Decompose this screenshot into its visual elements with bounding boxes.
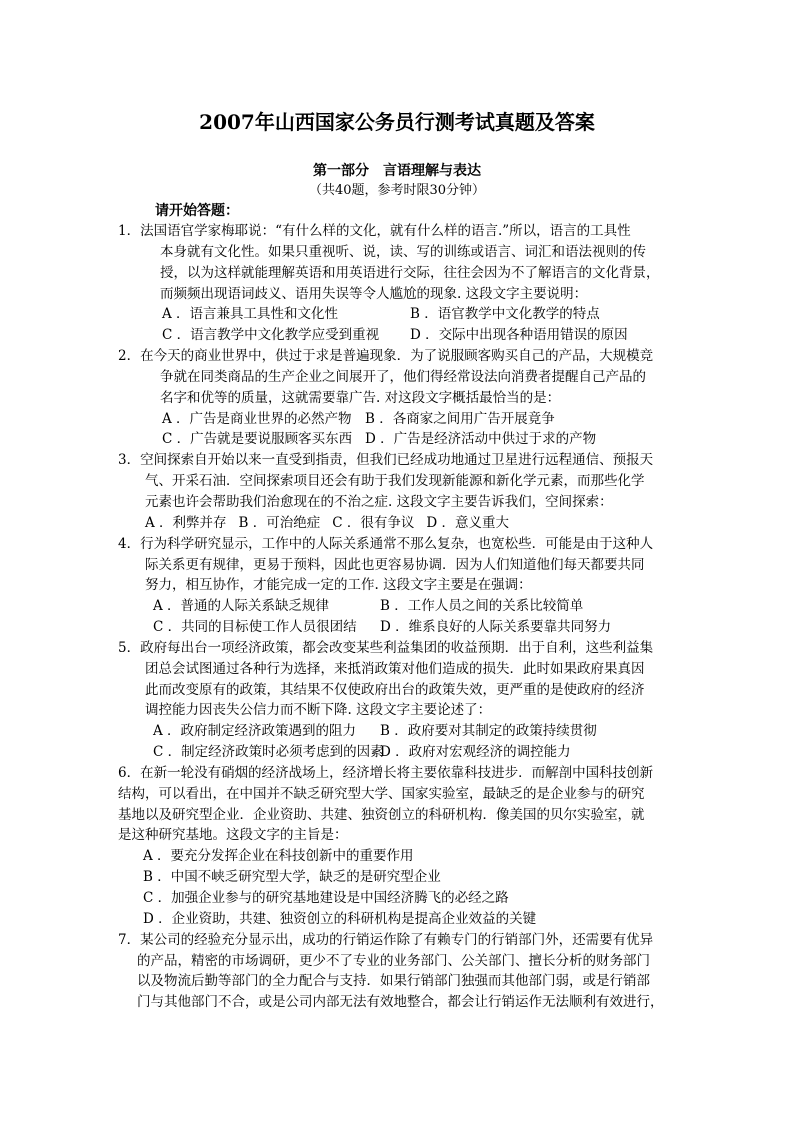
option-row bbox=[0, 304, 794, 325]
question-7 bbox=[0, 930, 794, 1013]
option-row bbox=[0, 721, 794, 742]
option-b: B ．各商家之间用广告开展竟争 bbox=[365, 410, 555, 427]
document-title: 2007年山西国家公务员行测考试真题及答案 bbox=[199, 110, 595, 134]
option-c: C ．加强企业参与的研究基地建设是中国经济腾飞的必经之路 bbox=[143, 890, 509, 906]
option-a: A ．利弊并存 bbox=[145, 514, 227, 531]
option-c: C ．很有争议 bbox=[332, 514, 415, 531]
question-2 bbox=[0, 346, 794, 450]
question-line: 授，以为这样就能理解英语和用英语进行交际，往往会因为不了解语言的文化背景， bbox=[160, 264, 660, 281]
option-row bbox=[0, 325, 794, 346]
option-row bbox=[0, 409, 794, 430]
option-d: D ．意义重大 bbox=[426, 514, 510, 531]
option-d: D ．政府对宏观经济的调控能力 bbox=[380, 744, 571, 761]
option-a: A ．广告是商业世界的必然产物 bbox=[162, 410, 352, 427]
question-4 bbox=[0, 534, 794, 638]
question-line: 团总会试图通过各种行为选择，来抵消政策对他们造成的损失．此时如果政府果真因 bbox=[145, 660, 645, 677]
question-6 bbox=[0, 763, 794, 930]
question-line: 3．空间探索自开始以来一直受到指责，但我们已经成功地通过卫星进行远程通信、预报天 bbox=[118, 452, 654, 469]
option-row bbox=[0, 429, 794, 450]
start-prompt: 请开始答题： bbox=[155, 203, 239, 219]
option-row bbox=[0, 617, 794, 638]
option-c: C ．制定经济政策时必须考虑到的因素 bbox=[153, 744, 384, 761]
question-5 bbox=[0, 638, 794, 763]
question-line: 结构，可以看出，在中国并不缺乏研究型大学、国家实验室，最缺乏的是企业参与的研究 bbox=[118, 785, 645, 802]
question-line: 是这种研究基地。这段文字的主旨是： bbox=[118, 827, 348, 844]
question-line: 基地以及研究型企业．企业资助、共建、独资创立的科研机构．像美国的贝尔实验室，就 bbox=[118, 806, 645, 823]
question-1 bbox=[0, 221, 794, 346]
question-line: 的产品，精密的市场调研，更少不了专业的业务部门、公关部门、擅长分析的财务部门 bbox=[137, 952, 650, 969]
option-row bbox=[0, 596, 794, 617]
question-line: 际关系更有规律，更易于预料，因此也更容易协调．因为人们知道他们每天都要共同 bbox=[145, 556, 645, 573]
option-a: A ．要充分发挥企业在科技创新中的重要作用 bbox=[143, 848, 414, 865]
question-line: 2．在今天的商业世界中，供过于求是普遍现象．为了说服顾客购买自己的产品，大规模竞 bbox=[118, 348, 654, 365]
option-b: B ．中国不峡乏研究型大学，缺乏的是研究型企业 bbox=[143, 869, 441, 886]
section-subtitle: （共40题，参考时限30分钟） bbox=[308, 183, 486, 198]
question-line: 4．行为科学研究显示，工作中的人际关系通常不那么复杂，也宽松些．可能是由于这种人 bbox=[118, 535, 654, 552]
question-line: 气、开采石油．空间探索项目还会有助于我们发现新能源和新化学元素，而那些化学 bbox=[145, 473, 645, 490]
question-line: 7．某公司的经验充分显示出，成功的行销运作除了有赖专门的行销部门外，还需要有优异 bbox=[118, 931, 654, 948]
question-line: 5．政府每出台一项经济政策，都会改变某些利益集团的收益预期．出于自利，这些利益集 bbox=[118, 639, 654, 656]
question-line: 名字和优等的质量，这就需要靠广告. 对这段文字概括最恰当的是： bbox=[160, 389, 561, 406]
question-line: 此而改变原有的政策，其结果不仅使政府出台的政策失效，更严重的是使政府的经济 bbox=[145, 681, 645, 698]
option-b: B ．政府要对其制定的政策持续贯彻 bbox=[380, 723, 597, 740]
option-d: D ．交际中出现各种语用错误的原因 bbox=[410, 327, 628, 344]
question-line: 努力，相互协作，才能完成一定的工作. 这段文字主要是在强调： bbox=[145, 577, 532, 594]
question-line: 6．在新一轮没有硝烟的经济战场上，经济增长将主要依靠科技进步．而解剖中国科技创新 bbox=[118, 764, 654, 781]
option-d: D ．企业资助，共建、独资创立的科研机构是提高企业效益的关键 bbox=[143, 910, 537, 927]
question-line: 本身就有文化性。如果只重视听、说，读、写的训练或语言、词汇和语法视则的传 bbox=[160, 243, 646, 260]
option-b: B ．可治绝症 bbox=[238, 514, 321, 531]
option-d: D ．广告是经济活动中供过于求的产物 bbox=[365, 431, 597, 448]
option-a: A ．普通的人际关系缺乏规律 bbox=[153, 598, 330, 615]
option-a: A ．政府制定经济政策遇到的阻力 bbox=[153, 723, 357, 740]
question-line: 争就在同类商品的生产企业之间展开了，他们得经常设法向消费者提醒自己产品的 bbox=[160, 368, 646, 385]
question-line: 元素也许会帮助我们治愈现在的不治之症. 这段文字主要告诉我们，空间探索： bbox=[145, 493, 613, 510]
option-c: C ．共同的目标使工作人员很团结 bbox=[153, 619, 357, 636]
option-b: B ．工作人员之间的关系比较简单 bbox=[380, 598, 584, 615]
option-row bbox=[0, 742, 794, 763]
option-d: D ．维系良好的人际关系要靠共同努力 bbox=[380, 619, 612, 636]
option-row bbox=[0, 513, 794, 534]
question-3 bbox=[0, 450, 794, 533]
option-c: C ．语言教学中文化教学应受到重视 bbox=[162, 327, 380, 344]
option-b: B ．语官教学中文化教学的特点 bbox=[410, 306, 600, 323]
question-line: 调控能力因丧失公信力而不断下降. 这段文字主要论述了： bbox=[145, 702, 492, 719]
question-line: 以及物流后勤等部门的全力配合与支持．如果行销部门独强而其他部门弱，或是行销部 bbox=[137, 973, 650, 990]
section-heading: 第一部分 言语理解与表达 bbox=[313, 163, 481, 179]
question-line: 门与其他部门不合，或是公司内部无法有效地整合，都会让行销运作无法顺利有效进行， bbox=[137, 994, 664, 1011]
question-line: 1．法国语官学家梅耶说：“有什么样的文化，就有什么样的语言.”所以，语言的工具性 bbox=[118, 223, 631, 239]
questions bbox=[0, 221, 794, 1013]
option-c: C ．广告就是要说服顾客买东西 bbox=[162, 431, 353, 448]
option-a: A ．语言兼具工具性和文化性 bbox=[162, 306, 339, 323]
question-line: 而频频出现语词歧义、语用失误等令人尴尬的现象. 这段文字主要说明： bbox=[160, 285, 588, 302]
